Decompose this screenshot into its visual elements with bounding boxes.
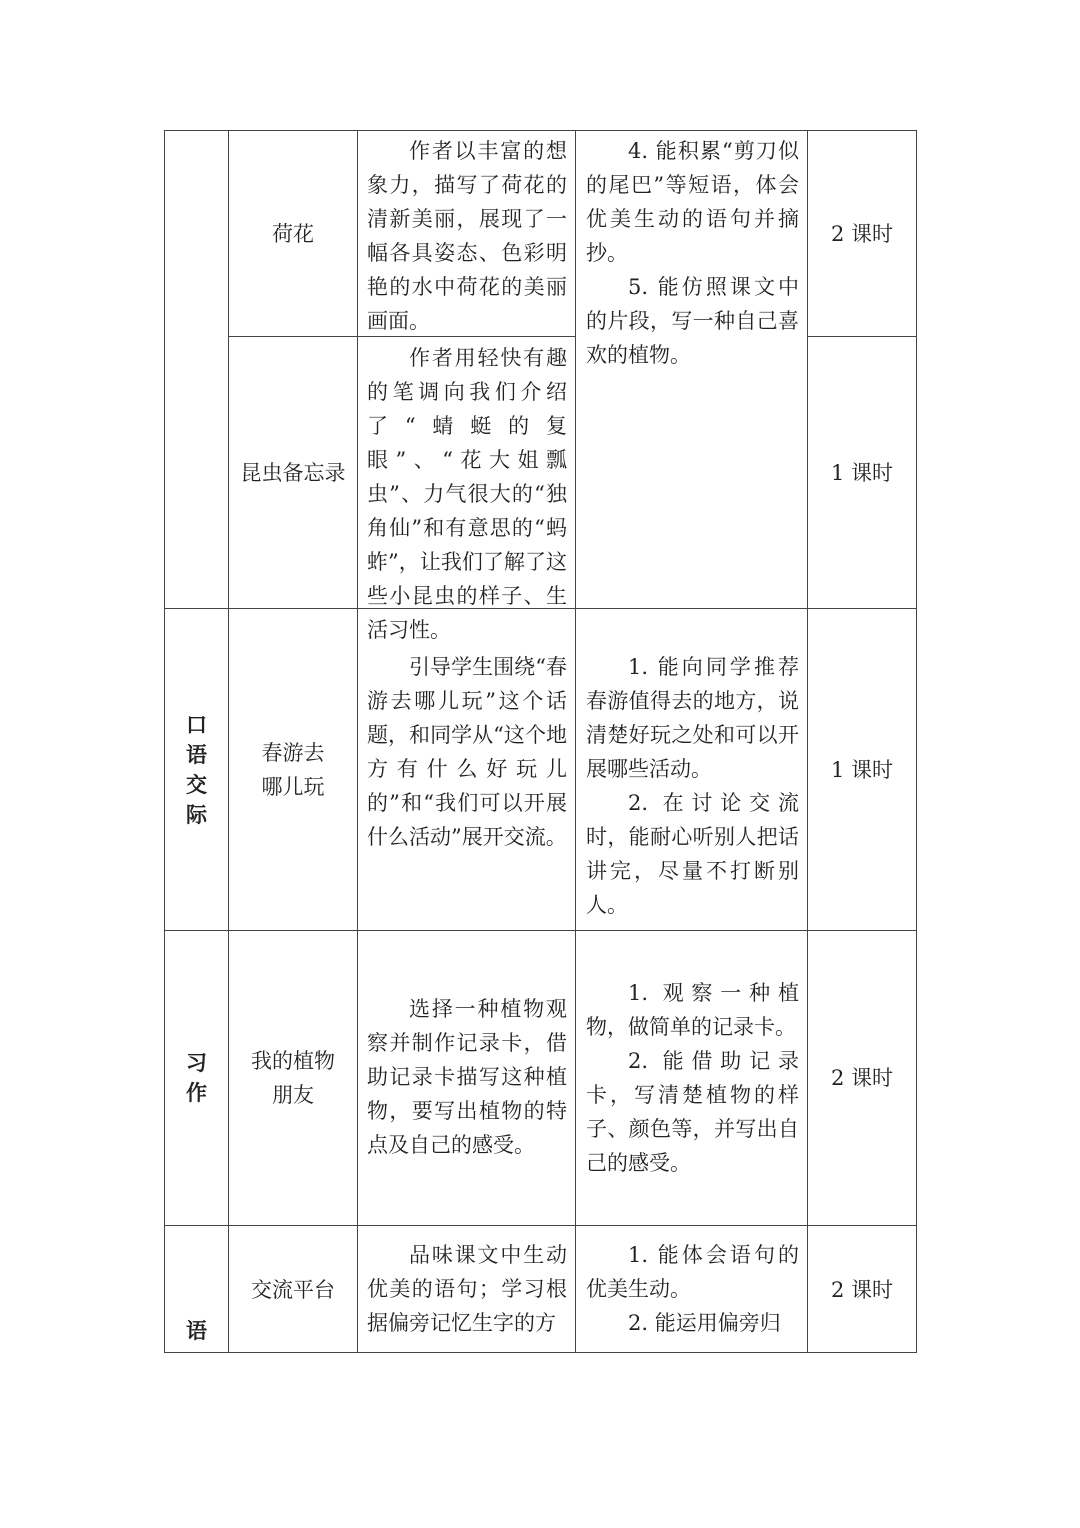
lesson-goals-cell: [575, 608, 808, 931]
lesson-hours-cell: [807, 1225, 917, 1353]
lesson-title: 我的植物朋友: [251, 1049, 335, 1107]
lesson-goals-cell: [575, 930, 808, 1226]
lesson-description: 作者用轻快有趣的笔调向我们介绍了“蜻蜓的复眼”、“花大姐瓢虫”、力气很大的“独角仙”和有意思的“蚂蚱”，让我们了解了这些小昆虫的样子、生活习性。: [367, 346, 567, 642]
lesson-goal: 2. 在讨论交流时，能耐心听别人把话讲完，尽量不打断别人。: [586, 791, 799, 917]
lesson-title-cell: [228, 130, 358, 337]
lesson-description: 引导学生围绕“春游去哪儿玩”这个话题，和同学从“这个地方有什么好玩儿的”和“我们可以开展什么活动”展开交流。: [367, 655, 567, 849]
lesson-hours-cell: [807, 130, 917, 337]
lesson-title: 昆虫备忘录: [240, 460, 346, 485]
lesson-title-cell: [228, 336, 358, 609]
lesson-description-cell: [357, 608, 576, 931]
lesson-title-cell: [228, 608, 358, 931]
lesson-description-cell: [357, 930, 576, 1226]
lesson-goals-cell: [575, 130, 808, 609]
category-cell-reading: [164, 130, 229, 609]
category-label: 口语交际: [186, 711, 207, 827]
lesson-hours-cell: [807, 930, 917, 1226]
lesson-goal: 1. 能体会语句的优美生动。: [586, 1243, 799, 1301]
lesson-goal: 1. 能向同学推荐春游值得去的地方，说清楚好玩之处和可以开展哪些活动。: [586, 655, 799, 781]
lesson-description: 作者以丰富的想象力，描写了荷花的清新美丽，展现了一幅各具姿态、色彩明艳的水中荷花的美丽画面。: [367, 139, 567, 333]
lesson-hours: 2 课时: [830, 221, 894, 246]
lesson-title: 春游去哪儿玩: [261, 740, 325, 799]
category-cell-language: [164, 1225, 229, 1353]
lesson-title-cell: [228, 1225, 358, 1353]
lesson-hours: 2 课时: [830, 1066, 894, 1090]
lesson-goals-cell: [575, 1225, 808, 1353]
lesson-description: 选择一种植物观察并制作记录卡，借助记录卡描写这种植物，要写出植物的特点及自己的感受。: [367, 997, 567, 1157]
lesson-goal: 2. 能运用偏旁归: [628, 1311, 781, 1335]
category-cell-writing: [164, 930, 229, 1226]
lesson-goal: 1. 观察一种植物，做简单的记录卡。: [586, 981, 799, 1039]
lesson-title: 荷花: [272, 221, 314, 246]
category-label: 语: [186, 1318, 207, 1343]
lesson-goal: 2. 能借助记录卡，写清楚植物的样子、颜色等，并写出自己的感受。: [586, 1049, 799, 1175]
lesson-hours: 1 课时: [830, 460, 894, 485]
lesson-title: 交流平台: [251, 1278, 335, 1302]
category-cell-oral: [164, 608, 229, 931]
lesson-hours: 1 课时: [830, 757, 894, 782]
lesson-description: 品味课文中生动优美的语句；学习根据偏旁记忆生字的方: [367, 1243, 567, 1335]
lesson-description-cell: [357, 1225, 576, 1353]
lesson-goal: 5. 能仿照课文中的片段，写一种自己喜欢的植物。: [586, 275, 799, 367]
category-label: 习作: [186, 1050, 207, 1105]
lesson-goal: 4. 能积累“剪刀似的尾巴”等短语，体会优美生动的语句并摘抄。: [586, 139, 799, 265]
lesson-description-cell: [357, 336, 576, 642]
lesson-title-cell: [228, 930, 358, 1226]
lesson-hours-cell: [807, 608, 917, 931]
lesson-hours-cell: [807, 336, 917, 609]
lesson-hours: 2 课时: [830, 1278, 894, 1302]
lesson-description-cell: [357, 130, 576, 337]
